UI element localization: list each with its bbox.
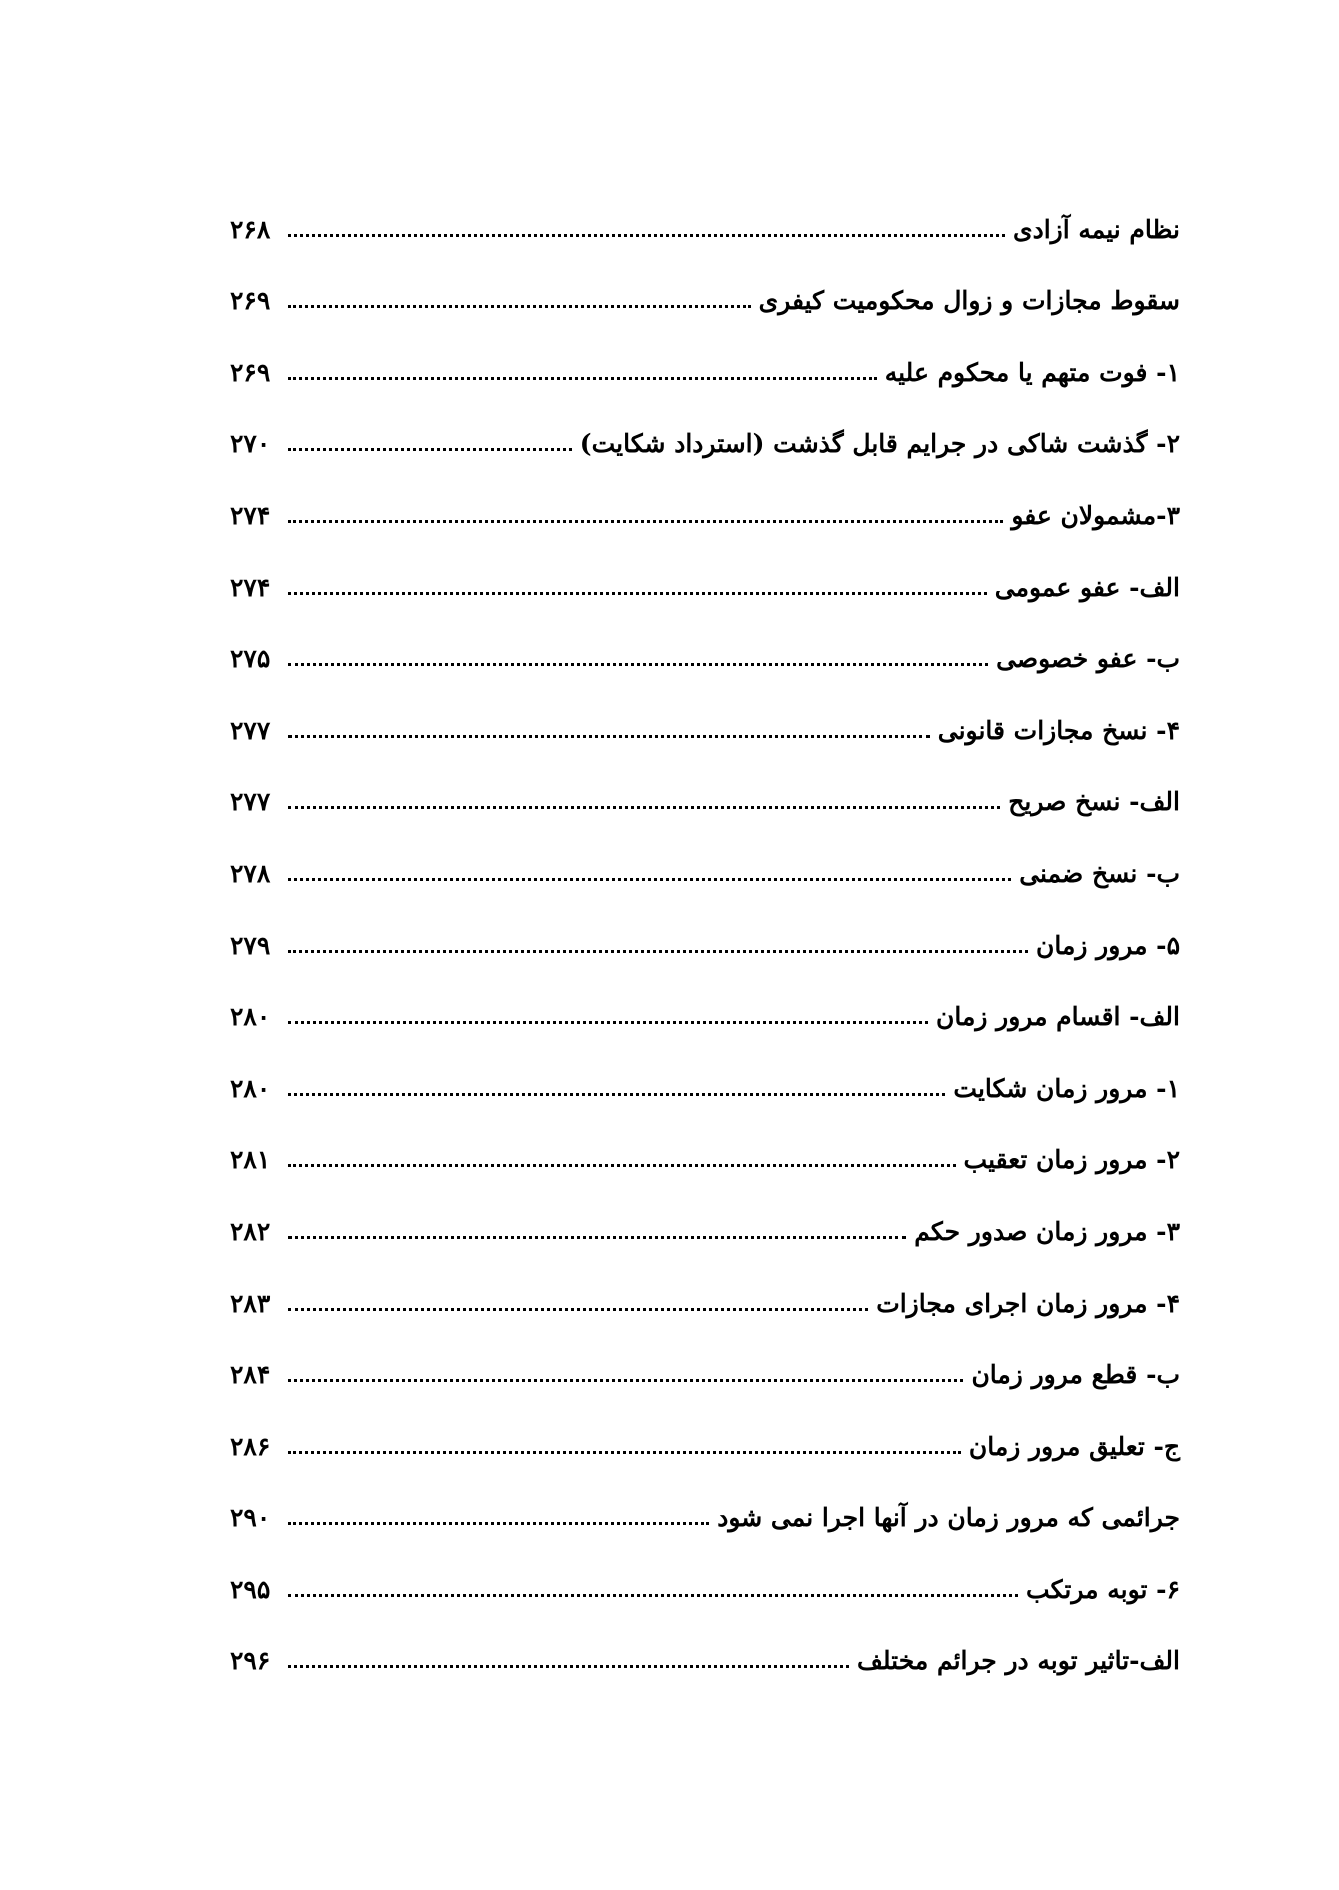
toc-entry [230,753,1180,825]
toc-entry-title: جرائمی که مرور زمان در آنها اجرا نمی شود [717,1503,1180,1533]
toc-entry-title: ۱- مرور زمان شکایت [953,1073,1180,1103]
toc-dot-leader [288,1379,963,1382]
toc-entry-title: ۳- مرور زمان صدور حکم [914,1216,1180,1246]
toc-entry-title: سقوط مجازات و زوال محکومیت کیفری [758,286,1180,316]
toc-entry [230,1397,1180,1469]
toc-entry-title: ۵- مرور زمان [1036,930,1180,960]
toc-entry [230,1326,1180,1398]
toc-dot-leader [288,878,1011,881]
toc-dot-leader [288,663,988,666]
toc-entry-page: ۲۶۸ [230,214,271,244]
toc-entry-title: ب- عفو خصوصی [996,644,1180,674]
toc-dot-leader [288,1451,961,1454]
toc-entry [230,1540,1180,1612]
toc-dot-leader [288,1236,906,1239]
toc-entry [230,824,1180,896]
toc-entry-title: الف- نسخ صریح [1008,787,1180,817]
toc-entry [230,1111,1180,1183]
toc-entry [230,1254,1180,1326]
toc-dot-leader [288,806,1000,809]
toc-entry-page: ۲۷۵ [230,644,271,674]
toc-entry [230,896,1180,968]
toc-entry-title: ۱- فوت متهم یا محکوم علیه [884,357,1180,387]
toc-dot-leader [288,1308,868,1311]
toc-entry [230,1612,1180,1684]
toc-entry-title: نظام نیمه آزادی [1013,214,1180,244]
toc-entry-page: ۲۷۰ [230,429,271,459]
toc-dot-leader [288,735,930,738]
toc-dot-leader [288,1522,709,1525]
toc-entry [230,466,1180,538]
toc-entry-page: ۲۹۵ [230,1574,271,1604]
toc-entry [230,538,1180,610]
toc-entry-title: ب- نسخ ضمنی [1019,858,1180,888]
toc-entry-title: الف- عفو عمومی [994,572,1180,602]
toc-entry-page: ۲۸۴ [230,1360,271,1390]
toc-entry [230,968,1180,1040]
toc-entry-page: ۲۷۸ [230,858,271,888]
toc-entry [230,323,1180,395]
toc-dot-leader [288,305,751,308]
toc-dot-leader [288,1594,1018,1597]
toc-entry-page: ۲۷۷ [230,715,271,745]
toc-entry-page: ۲۸۱ [230,1145,271,1175]
toc-entry-page: ۲۷۷ [230,787,271,817]
table-of-contents [230,180,1180,1683]
toc-entry-title: ب- قطع مرور زمان [971,1360,1180,1390]
toc-entry [230,1039,1180,1111]
toc-entry-page: ۲۶۹ [230,286,271,316]
toc-entry [230,252,1180,324]
toc-dot-leader [288,1093,945,1096]
toc-entry [230,610,1180,682]
toc-entry-title: ۶- توبه مرتکب [1026,1574,1180,1604]
toc-entry-title: ۴- مرور زمان اجرای مجازات [876,1288,1180,1318]
toc-entry-title: ۳-مشمولان عفو [1011,500,1180,530]
toc-entry-title: ۲- گذشت شاکی در جرایم قابل گذشت (استرداد شکایت) [579,429,1180,459]
toc-entry [230,395,1180,467]
toc-dot-leader [288,448,572,451]
toc-entry-page: ۲۸۳ [230,1288,271,1318]
toc-dot-leader [288,1164,956,1167]
toc-dot-leader [288,520,1003,523]
toc-entry-page: ۲۹۰ [230,1503,271,1533]
toc-dot-leader [288,1021,928,1024]
toc-entry [230,681,1180,753]
toc-entry-page: ۲۷۹ [230,930,271,960]
toc-entry-title: الف- اقسام مرور زمان [936,1002,1180,1032]
toc-dot-leader [288,377,877,380]
toc-dot-leader [288,234,1005,237]
toc-entry [230,1469,1180,1541]
toc-dot-leader [288,592,987,595]
toc-entry-page: ۲۸۰ [230,1002,271,1032]
toc-entry [230,1182,1180,1254]
toc-dot-leader [288,1665,849,1668]
toc-entry-title: ج- تعلیق مرور زمان [968,1431,1180,1461]
toc-entry [230,180,1180,252]
toc-entry-title: ۲- مرور زمان تعقیب [963,1145,1180,1175]
toc-entry-page: ۲۹۶ [230,1646,271,1676]
toc-entry-page: ۲۸۶ [230,1431,271,1461]
toc-entry-page: ۲۸۰ [230,1073,271,1103]
toc-entry-title: الف-تاثیر توبه در جرائم مختلف [857,1646,1180,1676]
toc-dot-leader [288,950,1028,953]
toc-entry-page: ۲۶۹ [230,357,271,387]
toc-entry-page: ۲۷۴ [230,500,271,530]
toc-entry-page: ۲۷۴ [230,572,271,602]
toc-entry-page: ۲۸۲ [230,1216,271,1246]
toc-entry-title: ۴- نسخ مجازات قانونی [937,715,1180,745]
